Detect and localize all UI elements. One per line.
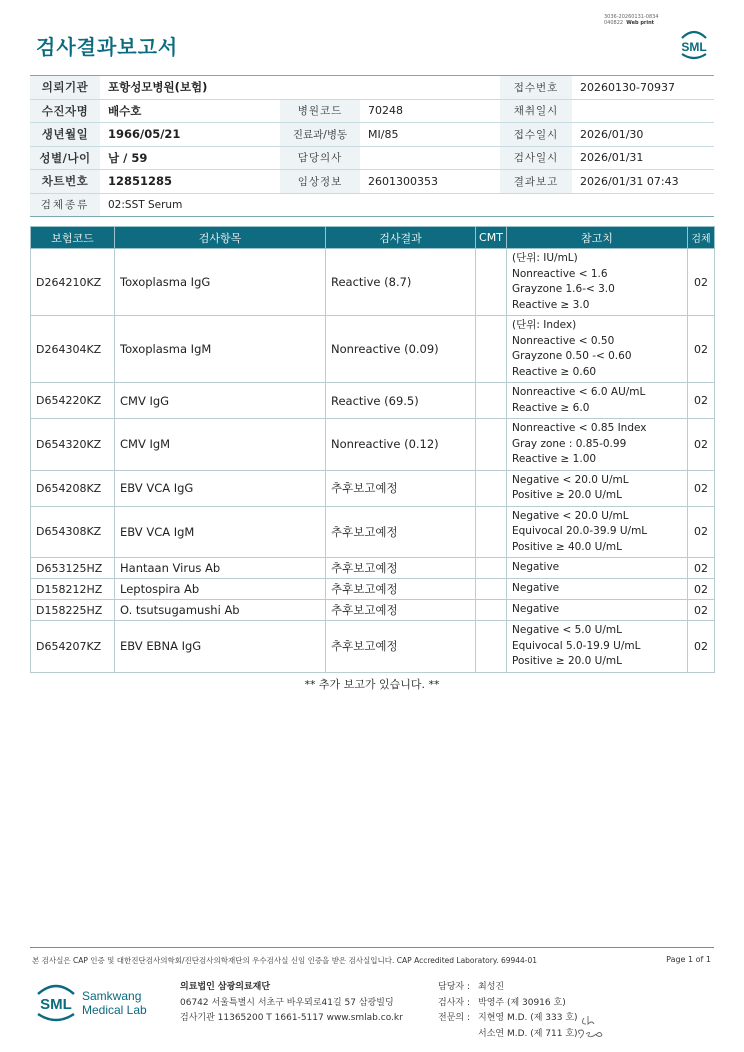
test-date-value: 2026/01/31	[572, 146, 714, 170]
manager-name: 최성진	[478, 982, 505, 992]
results-table	[30, 226, 715, 673]
sml-logo-icon	[676, 26, 712, 62]
reference-line: Reactive ≥ 1.00	[512, 453, 597, 465]
collection-date-label: 채취일시	[500, 99, 572, 123]
insurance-code-cell: D654220KZ	[31, 383, 115, 419]
result-row	[31, 579, 715, 600]
header-reference: 참고치	[507, 227, 688, 249]
hospital-code-value: 70248	[360, 99, 500, 123]
insurance-code-cell: D653125HZ	[31, 558, 115, 579]
reference-line: Negative	[512, 603, 560, 616]
reference-line: Reactive ≥ 3.0	[512, 298, 590, 311]
print-sub: 040822	[604, 20, 624, 26]
samkwang-logo-icon	[36, 980, 160, 1026]
reference-line: Reactive ≥ 6.0	[512, 401, 590, 414]
expert-name-1: 지현영 M.D. (제 333 호)	[478, 1013, 578, 1023]
patient-row	[30, 193, 714, 217]
reference-line: Grayzone 1.6-< 3.0	[512, 283, 615, 295]
expert-name-2: 서소연 M.D. (제 711 호)	[478, 1028, 578, 1039]
institution-value: 포항성모병원(보험)	[100, 76, 280, 100]
reference-line: Nonreactive < 0.85 Index	[512, 422, 647, 434]
logo-top-text: SML	[681, 40, 707, 54]
specimen-cell: 02	[688, 506, 715, 558]
reference-line: Gray zone : 0.85-0.99	[512, 437, 627, 450]
reference-range-cell	[507, 249, 688, 316]
specimen-cell: 02	[688, 316, 715, 383]
cmt-cell	[476, 579, 507, 600]
reference-line: Equivocal 5.0-19.9 U/mL	[512, 639, 641, 652]
tester-name: 박영주 (제 30916 호)	[478, 997, 566, 1008]
cmt-cell	[476, 600, 507, 621]
reference-line: Negative < 20.0 U/mL	[512, 473, 629, 486]
footer-divider	[30, 947, 714, 948]
test-result-cell: 추후보고예정	[326, 600, 476, 621]
specimen-cell: 02	[688, 470, 715, 506]
print-meta	[604, 14, 684, 26]
signature-mark	[576, 1008, 610, 1042]
accession-no-value: 20260130-70937	[572, 76, 714, 100]
cmt-cell	[476, 621, 507, 673]
clinical-info-label: 임상정보	[280, 170, 360, 194]
additional-report-note: ** 추가 보고가 있습니다. **	[304, 678, 440, 691]
patient-row	[30, 76, 714, 100]
test-item-cell: EBV VCA IgM	[115, 506, 326, 558]
reference-range-cell	[507, 383, 688, 419]
reference-line: Reactive ≥ 0.60	[512, 365, 597, 378]
cmt-cell	[476, 558, 507, 579]
insurance-code-cell: D654208KZ	[31, 470, 115, 506]
logo-line2: Medical Lab	[82, 1003, 147, 1017]
reference-range-cell	[507, 579, 688, 600]
header-test-result: 검사결과	[326, 227, 476, 249]
report-date-value: 2026/01/31 07:43	[572, 170, 714, 194]
test-result-cell: Nonreactive (0.09)	[326, 316, 476, 383]
header-specimen: 검체	[688, 227, 715, 249]
accession-no-label: 접수번호	[500, 76, 572, 100]
specimen-cell: 02	[688, 600, 715, 621]
specimen-type-value: 02:SST Serum	[100, 193, 714, 217]
reference-range-cell	[507, 558, 688, 579]
physician-value	[360, 146, 500, 170]
sex-age-label: 성별/나이	[30, 146, 100, 170]
insurance-code-cell: D264304KZ	[31, 316, 115, 383]
sex-age-value: 남 / 59	[100, 146, 280, 170]
receipt-date-value: 2026/01/30	[572, 123, 714, 147]
reference-line: (단위: IU/mL)	[512, 252, 578, 264]
patient-row	[30, 99, 714, 123]
result-row	[31, 600, 715, 621]
result-row	[31, 470, 715, 506]
reference-range-cell	[507, 419, 688, 471]
test-date-label: 검사일시	[500, 146, 572, 170]
header-cmt: CMT	[476, 227, 507, 249]
test-result-cell: 추후보고예정	[326, 470, 476, 506]
hospital-code-label: 병원코드	[280, 99, 360, 123]
reference-range-cell	[507, 316, 688, 383]
tester-label: 검사자 :	[438, 997, 470, 1008]
reference-line: Grayzone 0.50 -< 0.60	[512, 350, 632, 362]
org-address: 06742 서울특별시 서초구 바우뫼로41길 57 삼광빌딩	[180, 997, 394, 1008]
reference-line: Positive ≥ 20.0 U/mL	[512, 489, 622, 501]
patient-info-table	[30, 75, 714, 217]
physician-label: 담당의사	[280, 146, 360, 170]
reference-range-cell	[507, 506, 688, 558]
test-item-cell: CMV IgM	[115, 419, 326, 471]
certification-note: 본 검사실은 CAP 인증 및 대한진단검사의학회/진단검사의학재단의 우수검사실 신임 인증을 받은 검사실입니다. CAP Accredited Laboratory. 69944-01	[32, 956, 538, 965]
insurance-code-cell: D158225HZ	[31, 600, 115, 621]
staff-info	[428, 980, 578, 1042]
result-row	[31, 558, 715, 579]
specimen-cell: 02	[688, 249, 715, 316]
results-header-row	[31, 227, 715, 249]
test-item-cell: Hantaan Virus Ab	[115, 558, 326, 579]
expert-label: 전문의 :	[438, 1013, 470, 1023]
chart-no-label: 차트번호	[30, 170, 100, 194]
test-result-cell: 추후보고예정	[326, 506, 476, 558]
manager-label: 담당자 :	[438, 982, 470, 992]
specimen-cell: 02	[688, 558, 715, 579]
insurance-code-cell: D654308KZ	[31, 506, 115, 558]
reference-range-cell	[507, 600, 688, 621]
reference-line: Negative < 20.0 U/mL	[512, 509, 629, 522]
collection-date-value	[572, 99, 714, 123]
birth-date-label: 생년월일	[30, 123, 100, 147]
specimen-type-label: 검체종류	[30, 193, 100, 217]
test-item-cell: O. tsutsugamushi Ab	[115, 600, 326, 621]
header-insurance-code: 보험코드	[31, 227, 115, 249]
logo-bottom-text: SML	[40, 996, 72, 1013]
reference-line: Nonreactive < 1.6	[512, 267, 608, 280]
print-label: Web print	[626, 20, 655, 26]
test-result-cell: Reactive (8.7)	[326, 249, 476, 316]
department-value: MI/85	[360, 123, 500, 147]
patient-row	[30, 170, 714, 194]
institution-label: 의뢰기관	[30, 76, 100, 100]
test-result-cell: 추후보고예정	[326, 558, 476, 579]
cmt-cell	[476, 470, 507, 506]
result-row	[31, 506, 715, 558]
reference-range-cell	[507, 470, 688, 506]
result-row	[31, 249, 715, 316]
org-contact: 검사기관 11365200 T 1661-5117 www.smlab.co.kr	[180, 1013, 403, 1023]
insurance-code-cell: D264210KZ	[31, 249, 115, 316]
cmt-cell	[476, 506, 507, 558]
specimen-cell: 02	[688, 621, 715, 673]
reference-line: (단위: Index)	[512, 319, 577, 331]
reference-line: Negative < 5.0 U/mL	[512, 624, 622, 636]
insurance-code-cell: D654320KZ	[31, 419, 115, 471]
specimen-cell: 02	[688, 419, 715, 471]
reference-line: Negative	[512, 582, 560, 595]
reference-line: Equivocal 20.0-39.9 U/mL	[512, 525, 648, 537]
patient-name-label: 수진자명	[30, 99, 100, 123]
insurance-code-cell: D158212HZ	[31, 579, 115, 600]
print-code: 3036-20260131-0834	[604, 14, 659, 20]
results-body	[31, 249, 715, 673]
reference-line: Nonreactive < 6.0 AU/mL	[512, 386, 646, 398]
specimen-cell: 02	[688, 383, 715, 419]
cmt-cell	[476, 383, 507, 419]
test-item-cell: CMV IgG	[115, 383, 326, 419]
test-result-cell: Nonreactive (0.12)	[326, 419, 476, 471]
test-result-cell: 추후보고예정	[326, 621, 476, 673]
patient-row	[30, 146, 714, 170]
organization-info	[180, 980, 403, 1027]
org-name: 의료법인 삼광의료재단	[180, 982, 271, 992]
birth-date-value: 1966/05/21	[100, 123, 280, 147]
test-result-cell: 추후보고예정	[326, 579, 476, 600]
test-item-cell: EBV EBNA IgG	[115, 621, 326, 673]
result-row	[31, 419, 715, 471]
cmt-cell	[476, 316, 507, 383]
reference-line: Positive ≥ 20.0 U/mL	[512, 655, 622, 667]
logo-line1: Samkwang	[82, 989, 142, 1003]
test-item-cell: Toxoplasma IgM	[115, 316, 326, 383]
specimen-cell: 02	[688, 579, 715, 600]
reference-line: Negative	[512, 561, 560, 574]
header-test-item: 검사항목	[115, 227, 326, 249]
result-row	[31, 383, 715, 419]
result-row	[31, 316, 715, 383]
insurance-code-cell: D654207KZ	[31, 621, 115, 673]
test-item-cell: EBV VCA IgG	[115, 470, 326, 506]
chart-no-value: 12851285	[100, 170, 280, 194]
test-item-cell: Toxoplasma IgG	[115, 249, 326, 316]
patient-row	[30, 123, 714, 147]
reference-range-cell	[507, 621, 688, 673]
reference-line: Positive ≥ 40.0 U/mL	[512, 540, 622, 553]
clinical-info-value: 2601300353	[360, 170, 500, 194]
reference-line: Nonreactive < 0.50	[512, 334, 615, 347]
patient-name-value: 배수호	[100, 99, 280, 123]
test-item-cell: Leptospira Ab	[115, 579, 326, 600]
page-title: 검사결과보고서	[36, 35, 179, 59]
test-result-cell: Reactive (69.5)	[326, 383, 476, 419]
report-date-label: 결과보고	[500, 170, 572, 194]
department-label: 진료과/병동	[280, 123, 360, 147]
page-number: Page 1 of 1	[666, 955, 711, 964]
cmt-cell	[476, 249, 507, 316]
cmt-cell	[476, 419, 507, 471]
result-row	[31, 621, 715, 673]
receipt-date-label: 접수일시	[500, 123, 572, 147]
